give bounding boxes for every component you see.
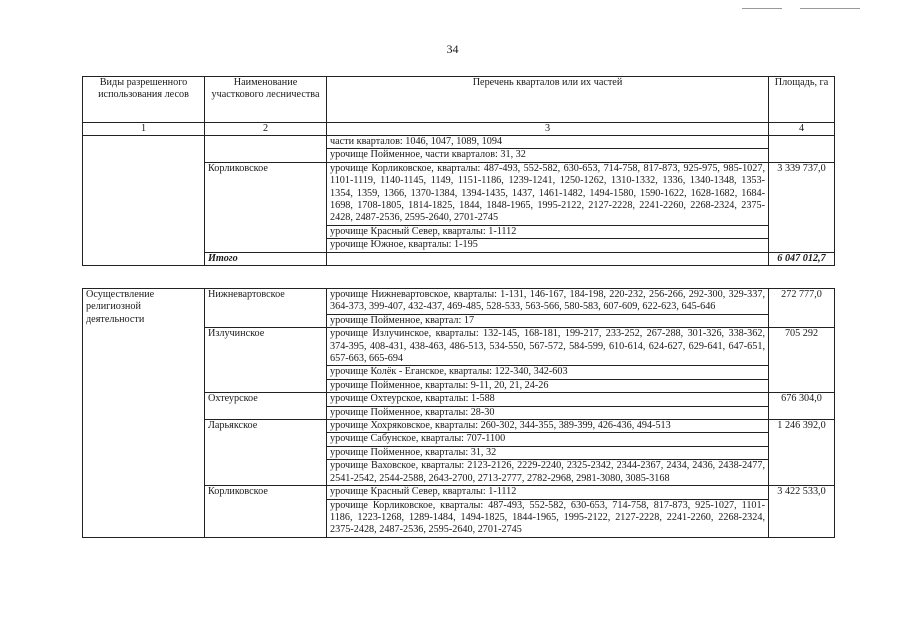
forest-use-table bbox=[82, 76, 835, 266]
quarters-cell: урочище Нижневартовское, кварталы: 1-131, 146-167, 184-198, 220-232, 256-266, 292-300, 329-337, 364-373, 399-407, 432-437, 469-485, 528-533, 563-566, 580-583, 607-609, 622-623, 645-646 bbox=[327, 289, 769, 315]
top-rule-right bbox=[800, 8, 860, 9]
area-value: 272 777,0 bbox=[769, 289, 835, 328]
kind-cell: Осуществление религиозной деятельности bbox=[83, 289, 205, 538]
quarters-cell: урочище Хохряковское, кварталы: 260-302, 344-355, 389-399, 426-436, 494-513 bbox=[327, 420, 769, 433]
quarters-cell: урочище Охтеурское, кварталы: 1-588 bbox=[327, 393, 769, 406]
col-number-4: 4 bbox=[769, 123, 835, 136]
quarters-cell: урочище Пойменное, кварталы: 28-30 bbox=[327, 406, 769, 419]
table-row bbox=[83, 289, 835, 315]
column-number-row bbox=[83, 123, 835, 136]
quarters-cell: урочище Пойменное, квартал: 17 bbox=[327, 314, 769, 327]
quarters-cell: урочище Пойменное, кварталы: 31, 32 bbox=[327, 446, 769, 459]
quarters-cell: урочище Корликовское, кварталы: 487-493, 552-582, 630-653, 714-758, 817-873, 925-975, 985-1027, 1101-1119, 1140-1145, 1149, 1151-1186, 1239-1241, 1250-1262, 1310-1332, 1336, 1340-1348, 1353-1354, 1359, 1366, 1370-1384, 1394-1435, 1437, 1461-1482, 1494-1580, 1590-1622, 1628-1682, 1684-1698, 1708-1805, 1814-1825, 1844, 1848-1965, 1995-2122, 2127-2228, 2241-2260, 2268-2324, 2375-2428, 2487-2536, 2595-2640, 2701-2745 bbox=[327, 162, 769, 225]
area-value: 3 422 533,0 bbox=[769, 486, 835, 538]
itogo-label: Итого bbox=[205, 252, 327, 265]
quarters-cell: урочище Ваховское, кварталы: 2123-2126, 2229-2240, 2325-2342, 2344-2367, 2434, 2436, 2438-2477, 2541-2542, 2544-2588, 2643-2700, 2713-2777, 2782-2968, 2981-3080, 3085-3168 bbox=[327, 460, 769, 486]
quarters-cell: урочище Красный Север, кварталы: 1-1112 bbox=[327, 486, 769, 499]
col-number-3: 3 bbox=[327, 123, 769, 136]
forestry-cell-empty bbox=[205, 136, 327, 163]
quarters-cell: урочище Пойменное, части кварталов: 31, 32 bbox=[327, 149, 769, 162]
itogo-value: 6 047 012,7 bbox=[769, 252, 835, 265]
header-area: Площадь, га bbox=[769, 77, 835, 123]
forestry-name: Излучинское bbox=[205, 328, 327, 393]
quarters-cell: урочище Корликовское, кварталы: 487-493, 552-582, 630-653, 714-758, 817-873, 925-1027, 1101-1186, 1223-1268, 1289-1484, 1494-1825, 1844-1965, 1995-2122, 2127-2228, 2241-2260, 2268-2324, 2375-2428, 2487-2536, 2595-2640, 2701-2745 bbox=[327, 499, 769, 537]
page-number: 34 bbox=[446, 42, 459, 56]
quarters-cell: урочище Колёк - Еганское, кварталы: 122-340, 342-603 bbox=[327, 366, 769, 379]
quarters-cell: части кварталов: 1046, 1047, 1089, 1094 bbox=[327, 136, 769, 149]
forestry-name: Ларьякское bbox=[205, 420, 327, 486]
religious-use-table bbox=[82, 288, 835, 538]
quarters-cell: урочище Красный Север, кварталы: 1-1112 bbox=[327, 225, 769, 238]
header-row bbox=[83, 77, 835, 123]
area-value: 705 292 bbox=[769, 328, 835, 393]
forestry-name: Охтеурское bbox=[205, 393, 327, 420]
top-rule-left bbox=[742, 8, 782, 9]
area-value: 1 246 392,0 bbox=[769, 420, 835, 486]
area-value: 676 304,0 bbox=[769, 393, 835, 420]
itogo-empty bbox=[327, 252, 769, 265]
quarters-cell: урочище Южное, кварталы: 1-195 bbox=[327, 239, 769, 252]
header-kind: Виды разрешенного использования лесов bbox=[83, 77, 205, 123]
forestry-name: Нижневартовское bbox=[205, 289, 327, 328]
col-number-2: 2 bbox=[205, 123, 327, 136]
forestry-name: Корликовское bbox=[205, 162, 327, 252]
area-value: 3 339 737,0 bbox=[769, 162, 835, 252]
quarters-cell: урочище Сабунское, кварталы: 707-1100 bbox=[327, 433, 769, 446]
quarters-cell: урочище Излучинское, кварталы: 132-145, 168-181, 199-217, 233-252, 267-288, 301-326, 338-362, 374-395, 408-431, 438-463, 486-513, 534-550, 567-572, 584-599, 610-614, 624-627, 629-641, 647-651, 657-663, 665-694 bbox=[327, 328, 769, 366]
forestry-name: Корликовское bbox=[205, 486, 327, 538]
area-cell-empty bbox=[769, 136, 835, 163]
table-row bbox=[83, 136, 835, 149]
header-quarters: Перечень кварталов или их частей bbox=[327, 77, 769, 123]
header-forestry: Наименование участкового лесничества bbox=[205, 77, 327, 123]
quarters-cell: урочище Пойменное, кварталы: 9-11, 20, 21, 24-26 bbox=[327, 379, 769, 392]
kind-cell-empty bbox=[83, 136, 205, 266]
col-number-1: 1 bbox=[83, 123, 205, 136]
